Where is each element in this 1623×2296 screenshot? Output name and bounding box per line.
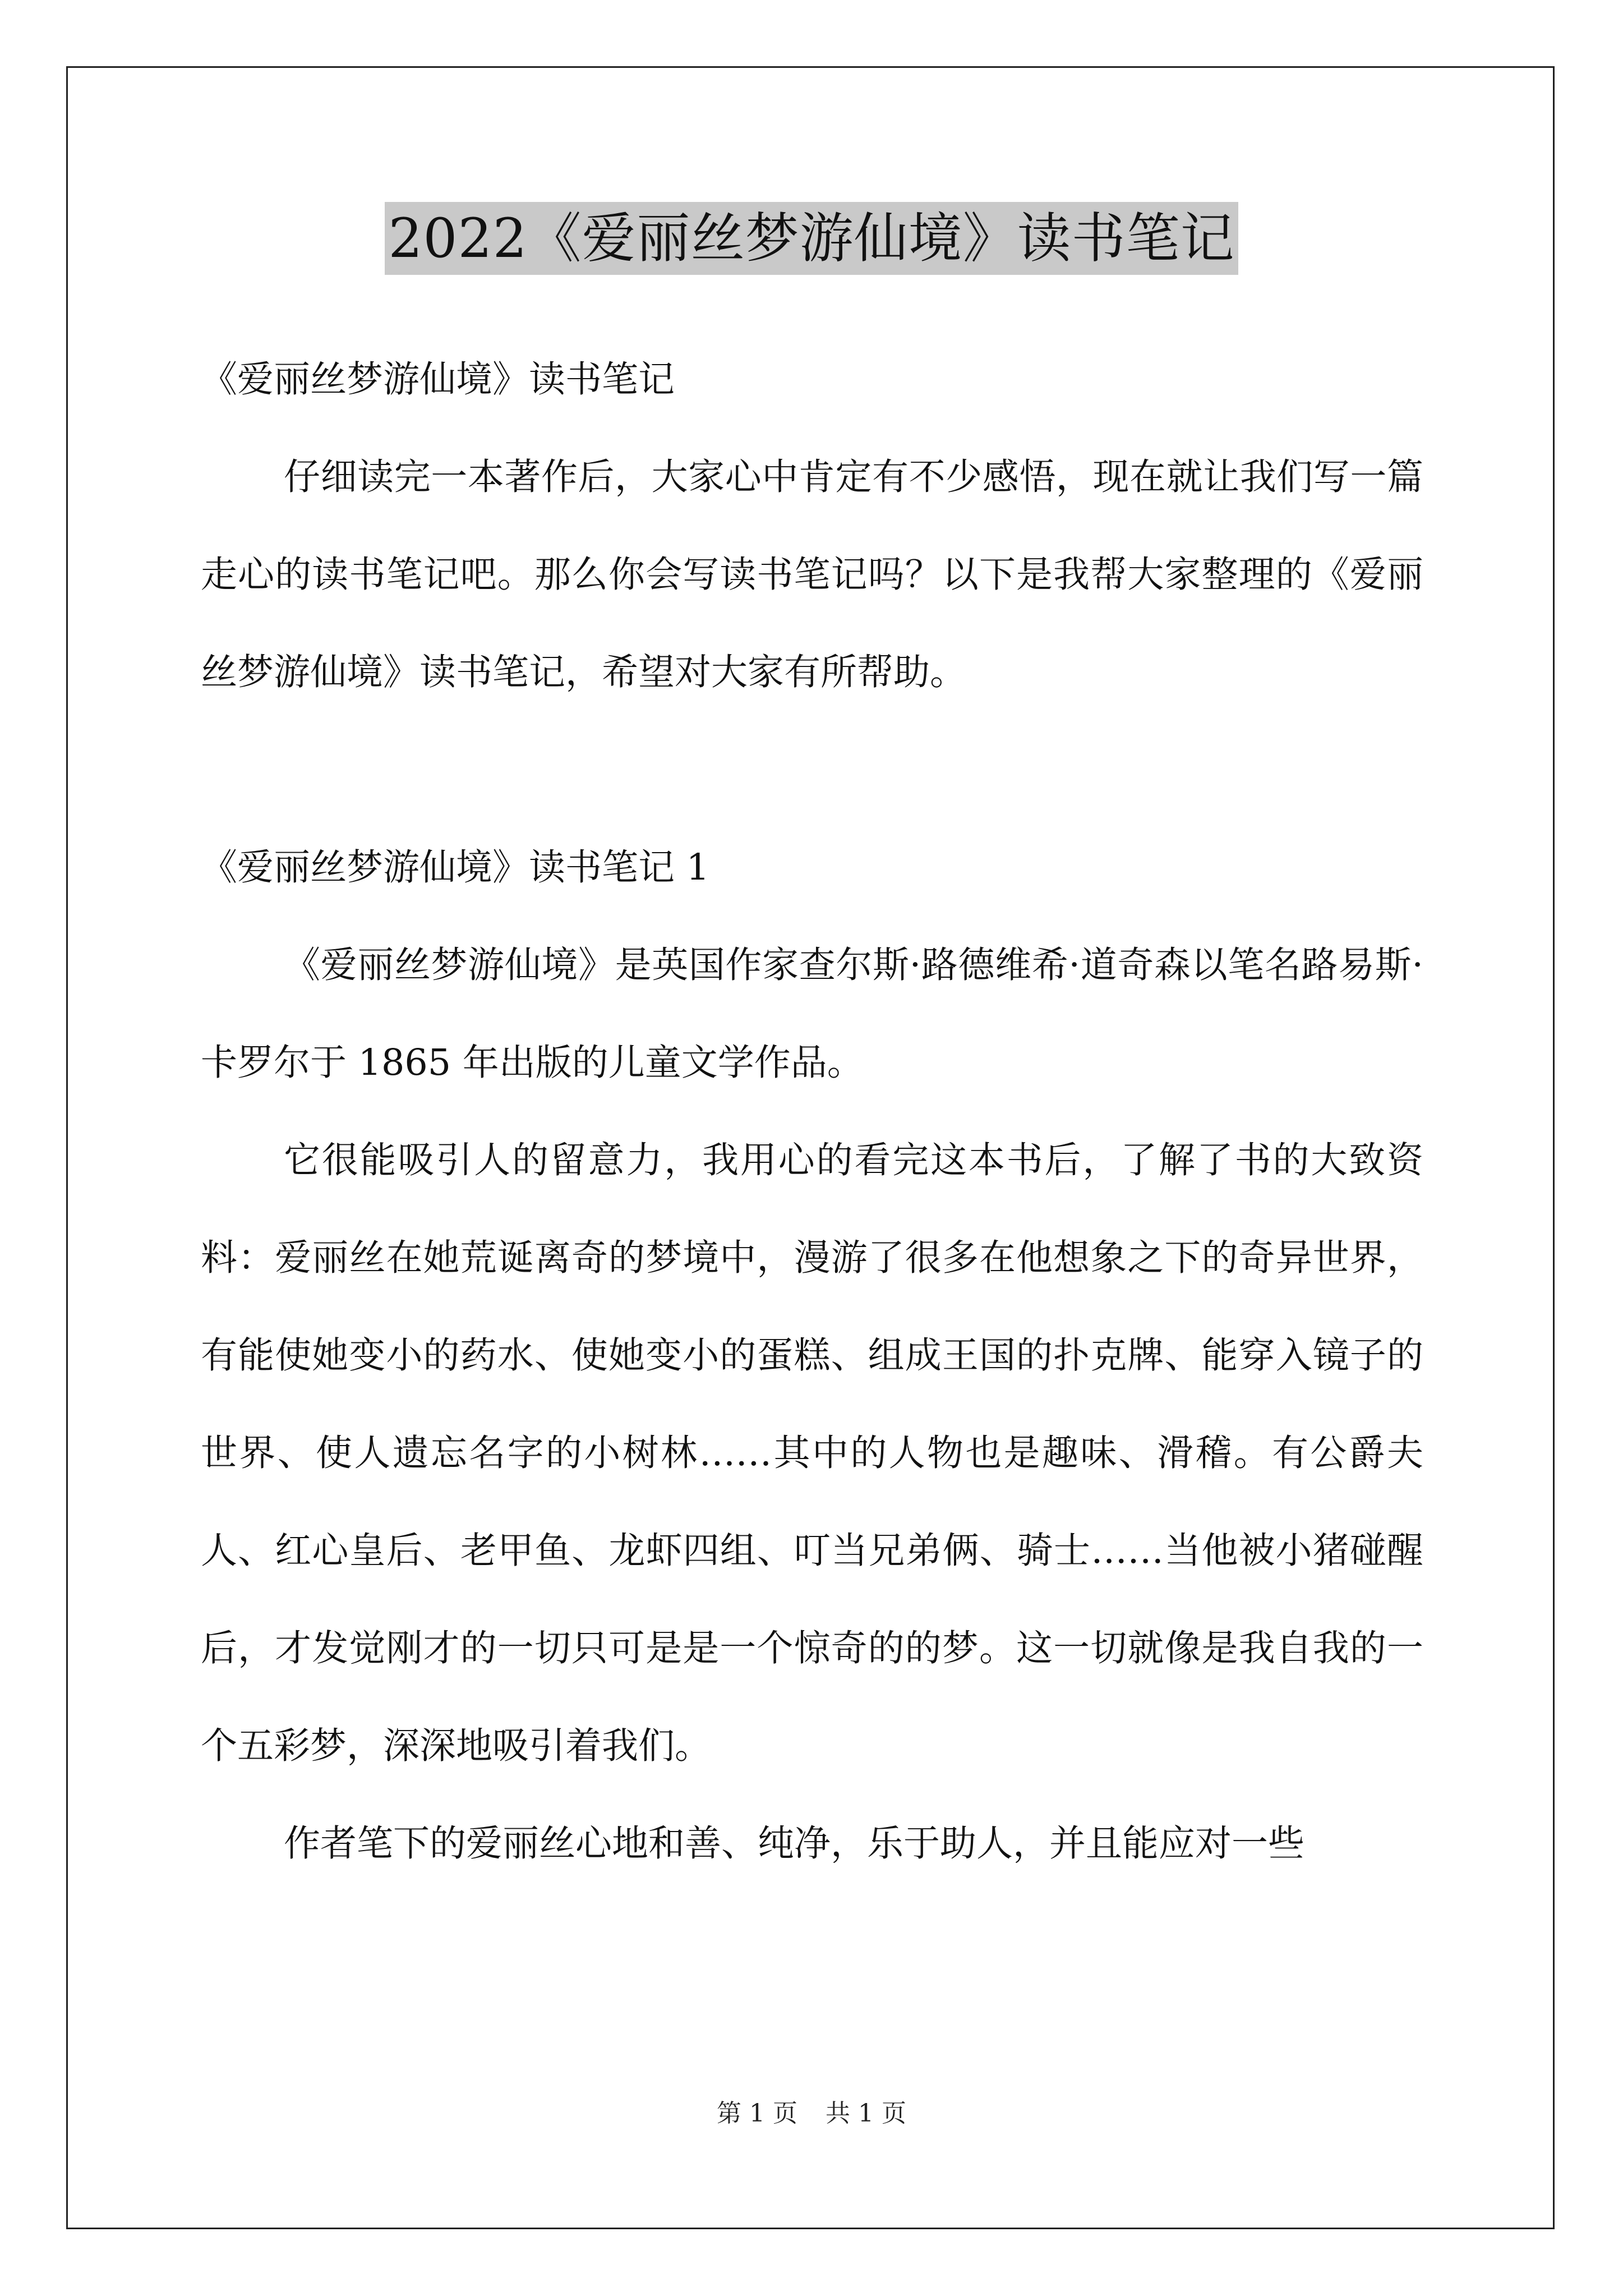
body-paragraph-2: 它很能吸引人的留意力，我用心的看完这本书后，了解了书的大致资料：爱丽丝在她荒诞离奇的梦境中，漫游了很多在他想象之下的奇异世界，有能使她变小的药水、使她变小的蛋糕、组成王国的扑克牌、能穿入镜子的世界、使人遗忘名字的小树林……其中的人物也是趣味、滑稽。有公爵夫人、红心皇后、老甲鱼、龙虾四组、叮当兄弟俩、骑士……当他被小猪碰醒后，才发觉刚才的一切只可是是一个惊奇的的梦。这一切就像是我自我的一个五彩梦，深深地吸引着我们。 [201, 1139, 1423, 1767]
section-spacer [201, 721, 1423, 819]
section-heading: 《爱丽丝梦游仙境》读书笔记 1 [201, 846, 710, 889]
page-total: 共 1 页 [826, 2099, 906, 2128]
title-container [0, 202, 1623, 275]
body-paragraph-1: 《爱丽丝梦游仙境》是英国作家查尔斯·路德维希·道奇森以笔名路易斯·卡罗尔于 1865 年出版的儿童文学作品。 [201, 944, 1423, 1084]
document-title: 2022《爱丽丝梦游仙境》读书笔记 [385, 202, 1238, 275]
document-subtitle: 《爱丽丝梦游仙境》读书笔记 [201, 358, 675, 401]
intro-paragraph: 仔细读完一本著作后，大家心中肯定有不少感悟，现在就让我们写一篇走心的读书笔记吧。那么你会写读书笔记吗？以下是我帮大家整理的《爱丽丝梦游仙境》读书笔记，希望对大家有所帮助。 [201, 456, 1423, 693]
page-footer [0, 2097, 1623, 2131]
page-number: 第 1 页 [717, 2099, 797, 2128]
document-body [201, 331, 1423, 1893]
body-paragraph-3: 作者笔下的爱丽丝心地和善、纯净，乐于助人，并且能应对一些 [284, 1823, 1305, 1865]
